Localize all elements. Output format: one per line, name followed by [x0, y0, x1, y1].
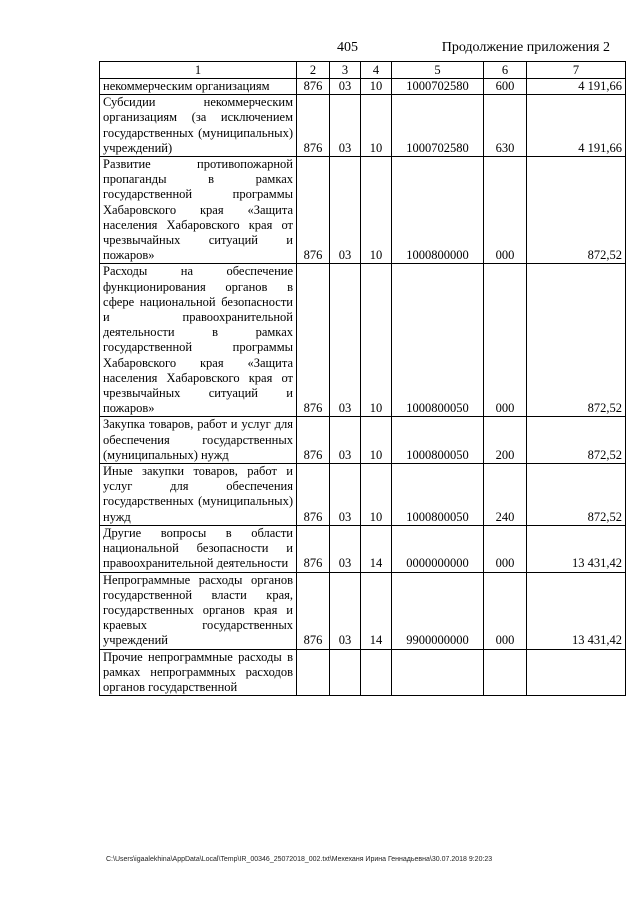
- target-article-code: 1000800050: [392, 264, 484, 417]
- expense-type-code: 000: [484, 264, 527, 417]
- column-number-row: [100, 62, 626, 79]
- expense-type-code: 000: [484, 157, 527, 264]
- subsection-code: 14: [361, 525, 392, 572]
- section-code: 03: [330, 417, 361, 464]
- ministry-code: 876: [297, 264, 330, 417]
- subsection-code: 10: [361, 417, 392, 464]
- expense-type-code: 600: [484, 79, 527, 95]
- file-path-footer: C:\Users\igaalekhina\AppData\Local\Temp\IR_00346_25072018_002.txt\Мехеханя Ирина Геннадьевна\30.07.2018 9:20:23: [106, 856, 493, 863]
- row-name: Закупка товаров, работ и услуг для обеспечения государственных (муниципальных) нужд: [100, 417, 297, 464]
- page-number: 405: [337, 40, 358, 55]
- amount: 872,52: [527, 464, 626, 526]
- section-code: 03: [330, 572, 361, 649]
- row-name: Субсидии некоммерческим организациям (за исключением государственных (муниципальных) учреждений): [100, 95, 297, 157]
- subsection-code: 10: [361, 95, 392, 157]
- amount: 872,52: [527, 157, 626, 264]
- expense-type-code: 630: [484, 95, 527, 157]
- section-code: 03: [330, 157, 361, 264]
- section-code: 03: [330, 79, 361, 95]
- column-number: 5: [392, 62, 484, 79]
- ministry-code: 876: [297, 157, 330, 264]
- ministry-code: 876: [297, 417, 330, 464]
- row-name: Развитие противопожарной пропаганды в рамках государственной программы Хабаровского края «Защита населения Хабаровского края от чрезвычайных ситуаций и пожаров»: [100, 157, 297, 264]
- target-article-code: 1000800000: [392, 157, 484, 264]
- target-article-code: 1000800050: [392, 417, 484, 464]
- target-article-code: 0000000000: [392, 525, 484, 572]
- table-row: [100, 79, 626, 95]
- row-name: некоммерческим организациям: [100, 79, 297, 95]
- table-row: [100, 417, 626, 464]
- subsection-code: 14: [361, 572, 392, 649]
- column-number: 7: [527, 62, 626, 79]
- section-code: 03: [330, 264, 361, 417]
- continuation-note: Продолжение приложения 2: [441, 40, 610, 55]
- expense-type-code: 000: [484, 525, 527, 572]
- amount: 4 191,66: [527, 95, 626, 157]
- row-name: Прочие непрограммные расходы в рамках непрограммных расходов органов государственной: [100, 649, 297, 696]
- table-row: [100, 95, 626, 157]
- table-row: [100, 525, 626, 572]
- amount: 872,52: [527, 264, 626, 417]
- target-article-code: 1000702580: [392, 79, 484, 95]
- row-name: Непрограммные расходы органов государственной власти края, государственных органов края и краевых государственных учреждений: [100, 572, 297, 649]
- amount: [527, 649, 626, 696]
- target-article-code: [392, 649, 484, 696]
- column-number: 2: [297, 62, 330, 79]
- target-article-code: 1000800050: [392, 464, 484, 526]
- subsection-code: 10: [361, 79, 392, 95]
- ministry-code: 876: [297, 572, 330, 649]
- amount: 872,52: [527, 417, 626, 464]
- subsection-code: 10: [361, 464, 392, 526]
- column-number: 1: [100, 62, 297, 79]
- amount: 4 191,66: [527, 79, 626, 95]
- expense-type-code: 000: [484, 572, 527, 649]
- section-code: [330, 649, 361, 696]
- section-code: 03: [330, 525, 361, 572]
- column-number: 4: [361, 62, 392, 79]
- ministry-code: 876: [297, 464, 330, 526]
- row-name: Другие вопросы в области национальной безопасности и правоохранительной деятельности: [100, 525, 297, 572]
- amount: 13 431,42: [527, 572, 626, 649]
- target-article-code: 1000702580: [392, 95, 484, 157]
- subsection-code: [361, 649, 392, 696]
- subsection-code: 10: [361, 264, 392, 417]
- column-number: 3: [330, 62, 361, 79]
- table-row: [100, 264, 626, 417]
- row-name: Расходы на обеспечение функционирования органов в сфере национальной безопасности и правоохранительной деятельности в рамках государственной программы Хабаровского края «Защита населения Хабаровского края от чрезвычайных ситуаций и пожаров»: [100, 264, 297, 417]
- ministry-code: [297, 649, 330, 696]
- table-row: [100, 464, 626, 526]
- ministry-code: 876: [297, 95, 330, 157]
- column-number: 6: [484, 62, 527, 79]
- expense-type-code: 200: [484, 417, 527, 464]
- table-row: [100, 649, 626, 696]
- subsection-code: 10: [361, 157, 392, 264]
- ministry-code: 876: [297, 79, 330, 95]
- expense-type-code: 240: [484, 464, 527, 526]
- row-name: Иные закупки товаров, работ и услуг для обеспечения государственных (муниципальных) нужд: [100, 464, 297, 526]
- amount: 13 431,42: [527, 525, 626, 572]
- target-article-code: 9900000000: [392, 572, 484, 649]
- table-row: [100, 572, 626, 649]
- budget-table: [99, 61, 626, 696]
- section-code: 03: [330, 464, 361, 526]
- expense-type-code: [484, 649, 527, 696]
- table-row: [100, 157, 626, 264]
- section-code: 03: [330, 95, 361, 157]
- ministry-code: 876: [297, 525, 330, 572]
